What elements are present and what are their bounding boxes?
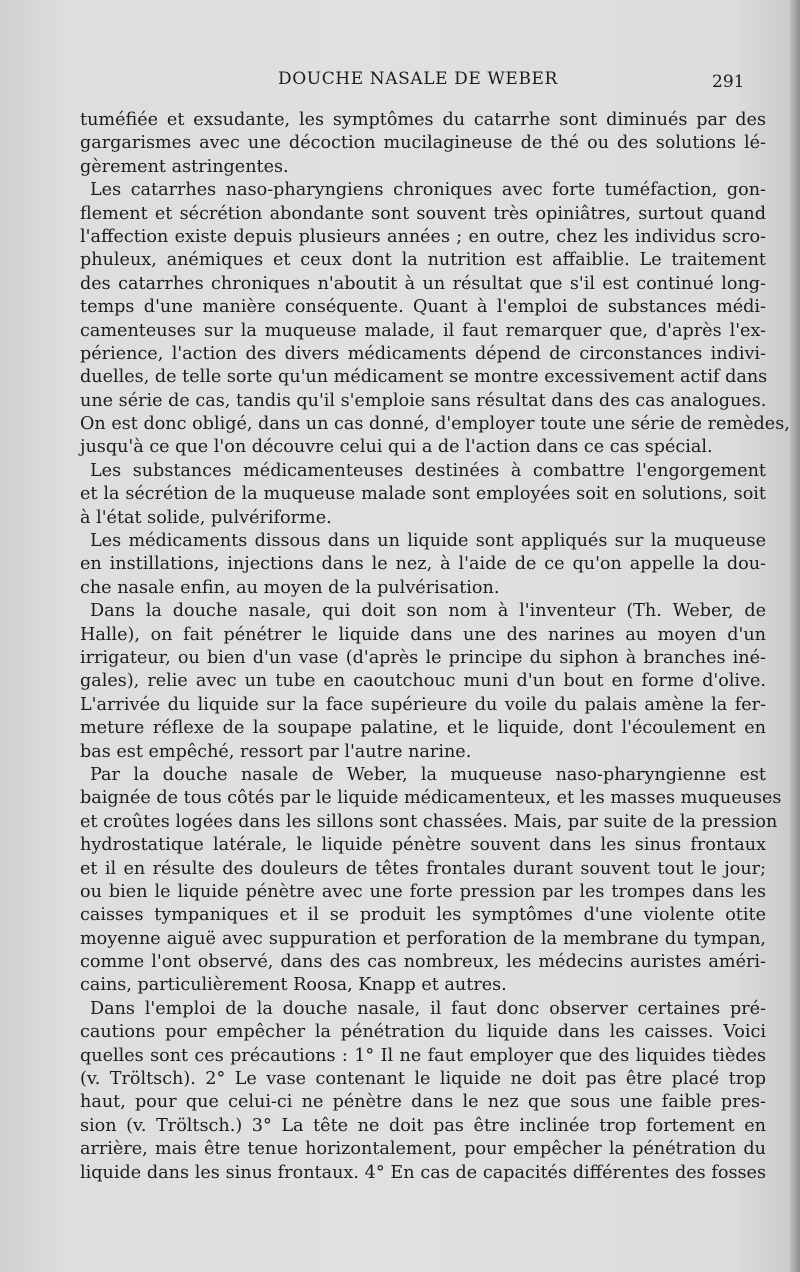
running-title: DOUCHE NASALE DE WEBER — [278, 69, 558, 89]
text-line: camenteuses sur la muqueuse malade, il faut remarquer que, d'après l'ex- — [80, 320, 766, 341]
text-line: moyenne aiguë avec suppuration et perforation de la membrane du tympan, — [80, 928, 766, 949]
text-line: quelles sont ces précautions : 1° Il ne faut employer que des liquides tièdes — [80, 1045, 766, 1066]
text-line: gèrement astringentes. — [80, 156, 289, 177]
text-line: bas est empêché, ressort par l'autre narine. — [80, 741, 472, 762]
text-line: tuméfiée et exsudante, les symptômes du catarrhe sont diminués par des — [80, 110, 766, 130]
text-line: caisses tympaniques et il se produit les symptômes d'une violente otite — [80, 905, 766, 926]
text-line: arrière, mais être tenue horizontalement, pour empêcher la pénétration du — [80, 1139, 766, 1160]
text-line: sion (v. Tröltsch.) 3° La tête ne doit pas être inclinée trop fortement en — [80, 1115, 766, 1136]
text-line: Les substances médicamenteuses destinées à combattre l'engorgement — [90, 460, 766, 481]
text-line: à l'état solide, pulvériforme. — [80, 507, 332, 528]
text-line: en instillations, injections dans le nez, à l'aide de ce qu'on appelle la dou- — [80, 554, 766, 575]
text-line: On est donc obligé, dans un cas donné, d'employer toute une série de remèdes, — [80, 414, 790, 435]
text-line: une série de cas, tandis qu'il s'emploie sans résultat dans des cas analogues. — [80, 390, 767, 411]
text-line: baignée de tous côtés par le liquide médicamenteux, et les masses muqueuses — [80, 788, 782, 809]
text-line: L'arrivée du liquide sur la face supérieure du voile du palais amène la fer- — [80, 694, 766, 715]
text-line: et croûtes logées dans les sillons sont chassées. Mais, par suite de la pression — [80, 811, 778, 832]
text-line: duelles, de telle sorte qu'un médicament se montre excessivement actif dans — [80, 367, 768, 388]
text-line: gales), relie avec un tube en caoutchouc muni d'un bout en forme d'olive. — [80, 671, 766, 692]
text-line: Les catarrhes naso-pharyngiens chroniques avec forte tuméfaction, gon- — [90, 180, 766, 201]
text-line: meture réflexe de la soupape palatine, et le liquide, dont l'écoulement en — [80, 718, 766, 739]
text-line: irrigateur, ou bien d'un vase (d'après le principe du siphon à branches iné- — [80, 647, 766, 668]
text-line: haut, pour que celui-ci ne pénètre dans le nez que sous une faible pres- — [80, 1092, 766, 1113]
text-line: et la sécrétion de la muqueuse malade sont employées soit en solutions, soit — [80, 484, 766, 505]
text-line: liquide dans les sinus frontaux. 4° En cas de capacités différentes des fosses — [80, 1162, 766, 1183]
text-line: temps d'une manière conséquente. Quant à l'emploi de substances médi- — [80, 297, 766, 318]
text-line: cains, particulièrement Roosa, Knapp et autres. — [80, 975, 507, 996]
text-line: che nasale enfin, au moyen de la pulvérisation. — [80, 577, 500, 598]
text-line: Dans l'emploi de la douche nasale, il faut donc observer certaines pré- — [90, 998, 766, 1019]
text-line: jusqu'à ce que l'on découvre celui qui a de l'action dans ce cas spécial. — [80, 437, 713, 458]
text-line: flement et sécrétion abondante sont souvent très opiniâtres, surtout quand — [80, 203, 766, 224]
text-line: Par la douche nasale de Weber, la muqueuse naso-pharyngienne est — [90, 764, 766, 785]
text-line: des catarrhes chroniques n'aboutit à un résultat que s'il est continué long- — [80, 273, 766, 294]
page-edge-shadow — [790, 0, 800, 1272]
text-line: Dans la douche nasale, qui doit son nom à l'inventeur (Th. Weber, de — [90, 601, 766, 622]
text-line: Les médicaments dissous dans un liquide sont appliqués sur la muqueuse — [90, 531, 766, 552]
text-line: comme l'ont observé, dans des cas nombreux, les médecins auristes améri- — [80, 952, 766, 973]
text-line: gargarismes avec une décoction mucilagineuse de thé ou des solutions lé- — [80, 133, 766, 154]
text-line: Halle), on fait pénétrer le liquide dans une des narines au moyen d'un — [80, 624, 766, 645]
text-line: et il en résulte des douleurs de têtes frontales durant souvent tout le jour; — [80, 858, 766, 879]
text-line: ou bien le liquide pénètre avec une forte pression par les trompes dans les — [80, 881, 766, 902]
page-header — [0, 69, 800, 97]
text-line: phuleux, anémiques et ceux dont la nutrition est affaiblie. Le traitement — [80, 250, 766, 271]
text-line: l'affection existe depuis plusieurs années ; en outre, chez les individus scro- — [80, 226, 766, 247]
body-text — [80, 109, 790, 1185]
text-line: périence, l'action des divers médicaments dépend de circonstances indivi- — [80, 343, 766, 364]
text-line: cautions pour empêcher la pénétration du liquide dans les caisses. Voici — [80, 1022, 766, 1043]
page-number: 291 — [712, 72, 745, 92]
text-line: hydrostatique latérale, le liquide pénètre souvent dans les sinus frontaux — [80, 835, 766, 856]
text-line: (v. Tröltsch). 2° Le vase contenant le liquide ne doit pas être placé trop — [80, 1069, 766, 1090]
